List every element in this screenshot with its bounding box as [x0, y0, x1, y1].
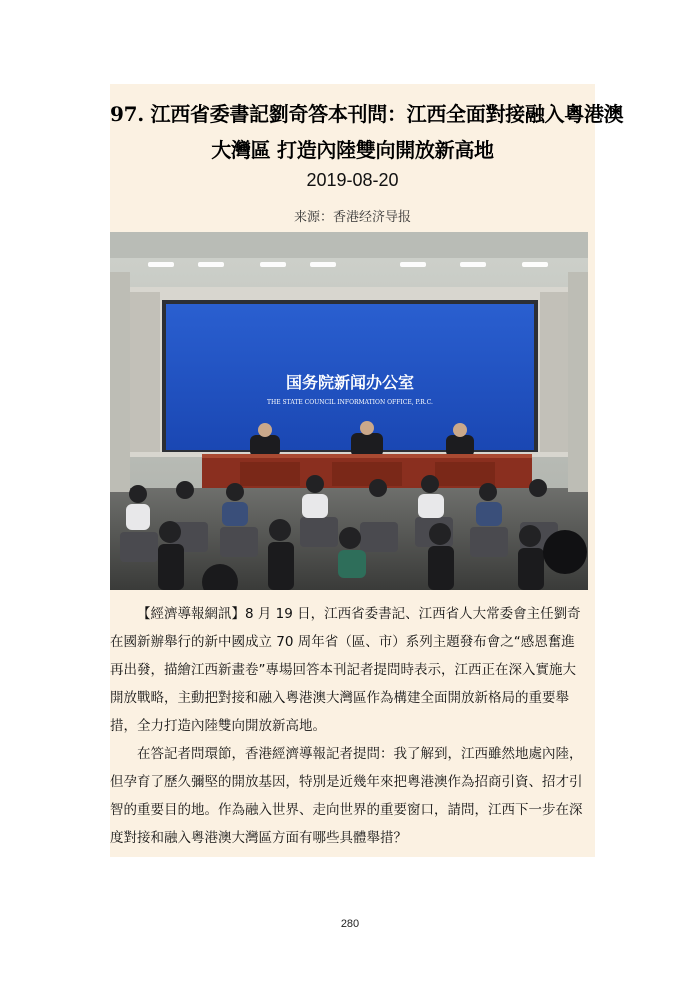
article-source: 来源：香港经济导报 [293, 210, 411, 225]
paragraph-1-line: 措，全力打造內陸雙向開放新高地。 [110, 718, 326, 734]
backdrop-title-cn: 国务院新闻办公室 [285, 373, 415, 392]
press-conference-illustration [110, 232, 588, 590]
article-date: 2019-08-20 [306, 170, 399, 190]
page-number: 280 [340, 918, 360, 930]
article-title-line1: 97. 江西省委書記劉奇答本刊問：江西全面對接融入粵港澳 [110, 102, 624, 126]
paragraph-2-line: 在答記者問環節，香港經濟導報記者提問：我了解到，江西雖然地處內陸， [137, 746, 583, 762]
paragraph-1-line: 在國新辦舉行的新中國成立 70 周年省（區、市）系列主題發布會之“感恩奮進 [110, 634, 575, 650]
paragraph-2-line: 但孕育了歷久彌堅的開放基因，特別是近幾年來把粵港澳作為招商引資、招才引 [110, 774, 583, 790]
backdrop-title-en: THE STATE COUNCIL INFORMATION OFFICE, P.R.C. [267, 399, 433, 406]
paragraph-2-line: 度對接和融入粵港澳大灣區方面有哪些具體舉措？ [110, 830, 407, 846]
paragraph-1-line: 再出發，描繪江西新畫卷”專場回答本刊記者提問時表示，江西正在深入實施大 [110, 662, 576, 678]
paragraph-2-line: 智的重要目的地。作為融入世界、走向世界的重要窗口，請問，江西下一步在深 [110, 802, 583, 818]
paragraph-1-line: 【經濟導報網訊】8 月 19 日，江西省委書記、江西省人大常委會主任劉奇 [137, 606, 581, 622]
paragraph-1 [110, 600, 595, 740]
paragraph-2 [110, 740, 595, 852]
press-conference-photo [110, 232, 588, 590]
article-title-line2: 大灣區 打造內陸雙向開放新高地 [211, 138, 494, 162]
paragraph-1-line: 開放戰略，主動把對接和融入粵港澳大灣區作為構建全面開放新格局的重要舉 [110, 690, 569, 706]
